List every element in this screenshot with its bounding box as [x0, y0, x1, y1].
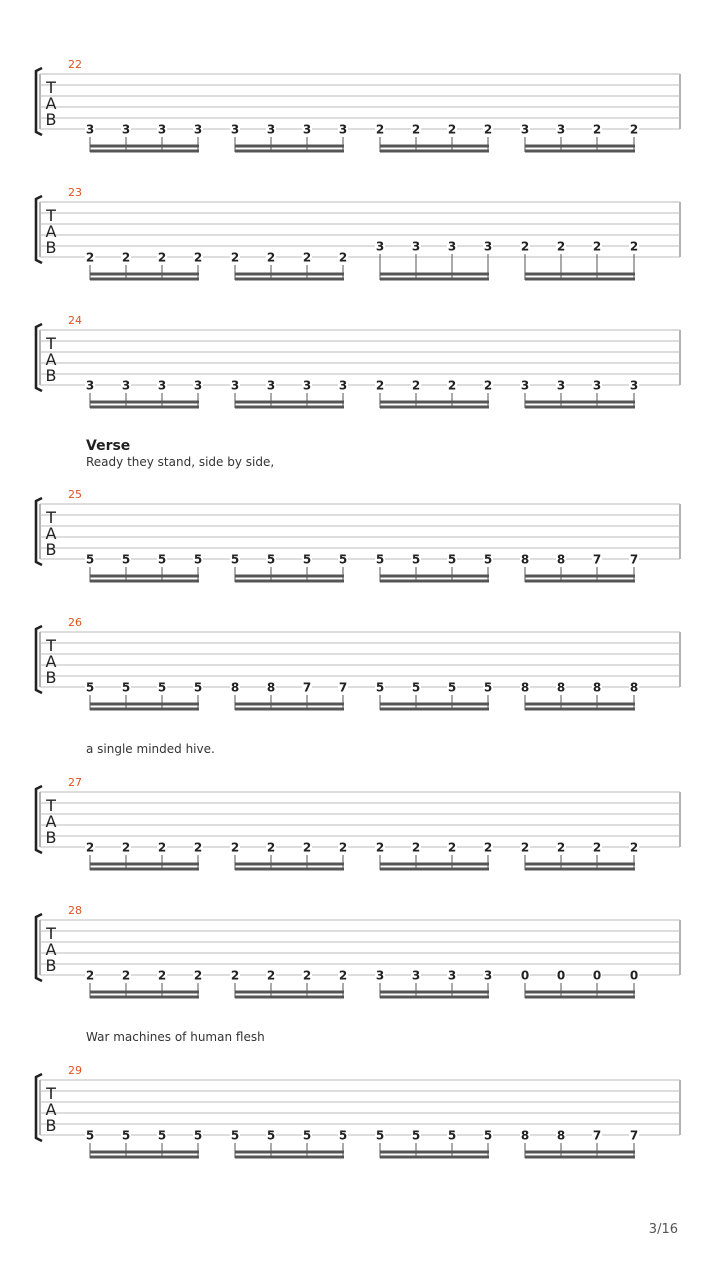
tab-clef-letter: B: [45, 366, 57, 385]
beam: [90, 273, 199, 276]
beam: [235, 1151, 344, 1154]
fret-number: 5: [85, 552, 95, 567]
beam: [235, 996, 344, 999]
fret-number: 2: [556, 840, 566, 855]
tab-system-26: [0, 616, 720, 720]
fret-number: 8: [556, 552, 566, 567]
fret-number: 2: [121, 250, 131, 265]
beam: [380, 708, 489, 711]
fret-number: 3: [483, 239, 493, 254]
fret-number: 3: [302, 122, 312, 137]
system-bracket: [36, 786, 42, 853]
tab-system-24: [0, 314, 720, 418]
fret-number: 5: [85, 1128, 95, 1143]
fret-number: 2: [157, 250, 167, 265]
fret-number: 8: [556, 1128, 566, 1143]
fret-number: 0: [629, 968, 639, 983]
fret-number: 3: [193, 378, 203, 393]
tab-system-22: [0, 58, 720, 162]
fret-number: 8: [266, 680, 276, 695]
beam: [525, 575, 635, 578]
tab-clef-letter: A: [45, 812, 57, 831]
fret-number: 3: [447, 968, 457, 983]
measure-number: 23: [68, 186, 82, 199]
fret-number: 5: [230, 1128, 240, 1143]
tab-system-23: [0, 186, 720, 290]
beam: [90, 991, 199, 994]
fret-number: 2: [85, 250, 95, 265]
fret-number: 2: [193, 968, 203, 983]
fret-number: 2: [411, 840, 421, 855]
fret-number: 7: [592, 552, 602, 567]
beam: [380, 1151, 489, 1154]
fret-number: 3: [447, 239, 457, 254]
measure-number: 28: [68, 904, 82, 917]
beam: [380, 996, 489, 999]
fret-number: 5: [411, 680, 421, 695]
beam: [90, 1156, 199, 1159]
beam: [235, 1156, 344, 1159]
measure-number: 22: [68, 58, 82, 71]
fret-number: 2: [266, 840, 276, 855]
tab-staff-svg: [0, 908, 720, 1008]
tab-system-25: [0, 488, 720, 592]
tab-clef-letter: A: [45, 94, 57, 113]
fret-number: 7: [302, 680, 312, 695]
lyric-line-2: a single minded hive.: [86, 742, 215, 756]
tab-staff-svg: [0, 318, 720, 418]
fret-number: 2: [230, 968, 240, 983]
tab-clef-letter: B: [45, 828, 57, 847]
tab-clef-letter: A: [45, 1100, 57, 1119]
beam: [90, 278, 199, 281]
system-bracket: [36, 1074, 42, 1141]
beam: [235, 145, 344, 148]
tab-clef-letter: A: [45, 350, 57, 369]
beam: [380, 145, 489, 148]
beam: [525, 273, 635, 276]
fret-number: 2: [520, 840, 530, 855]
fret-number: 3: [375, 968, 385, 983]
measure-number: 27: [68, 776, 82, 789]
fret-number: 2: [629, 840, 639, 855]
tab-clef-letter: A: [45, 524, 57, 543]
fret-number: 5: [121, 552, 131, 567]
tab-clef-letter: T: [46, 508, 56, 527]
tab-clef-letter: T: [46, 78, 56, 97]
fret-number: 5: [85, 680, 95, 695]
tab-staff-svg: [0, 620, 720, 720]
tab-clef-letter: B: [45, 956, 57, 975]
beam: [90, 703, 199, 706]
beam: [380, 1156, 489, 1159]
fret-number: 2: [629, 239, 639, 254]
beam: [525, 278, 635, 281]
fret-number: 5: [266, 1128, 276, 1143]
fret-number: 3: [193, 122, 203, 137]
system-bracket: [36, 196, 42, 263]
tab-clef-letter: B: [45, 110, 57, 129]
beam: [90, 863, 199, 866]
fret-number: 5: [266, 552, 276, 567]
beam: [525, 703, 635, 706]
tab-clef-letter: A: [45, 940, 57, 959]
beam: [235, 273, 344, 276]
tab-clef-letter: B: [45, 1116, 57, 1135]
beam: [380, 868, 489, 871]
fret-number: 2: [411, 378, 421, 393]
measure-number: 29: [68, 1064, 82, 1077]
fret-number: 2: [302, 250, 312, 265]
fret-number: 2: [230, 250, 240, 265]
beam: [525, 1151, 635, 1154]
fret-number: 2: [592, 239, 602, 254]
tab-clef-letter: B: [45, 668, 57, 687]
fret-number: 8: [629, 680, 639, 695]
system-bracket: [36, 626, 42, 693]
fret-number: 2: [193, 840, 203, 855]
fret-number: 2: [338, 968, 348, 983]
fret-number: 3: [520, 378, 530, 393]
lyric-line-3: War machines of human flesh: [86, 1030, 265, 1044]
fret-number: 5: [483, 552, 493, 567]
fret-number: 5: [375, 680, 385, 695]
beam: [525, 996, 635, 999]
fret-number: 5: [483, 1128, 493, 1143]
fret-number: 5: [193, 680, 203, 695]
fret-number: 2: [483, 378, 493, 393]
fret-number: 3: [592, 378, 602, 393]
fret-number: 8: [520, 680, 530, 695]
fret-number: 2: [375, 122, 385, 137]
fret-number: 5: [338, 552, 348, 567]
fret-number: 5: [483, 680, 493, 695]
page-number: 3/16: [648, 1222, 678, 1237]
fret-number: 2: [483, 840, 493, 855]
fret-number: 2: [157, 840, 167, 855]
fret-number: 2: [338, 250, 348, 265]
tab-system-29: [0, 1064, 720, 1168]
fret-number: 7: [338, 680, 348, 695]
beam: [235, 575, 344, 578]
fret-number: 8: [520, 552, 530, 567]
fret-number: 5: [302, 1128, 312, 1143]
beam: [380, 580, 489, 583]
fret-number: 7: [629, 1128, 639, 1143]
fret-number: 2: [375, 840, 385, 855]
tab-clef-letter: A: [45, 222, 57, 241]
fret-number: 2: [85, 968, 95, 983]
fret-number: 2: [447, 840, 457, 855]
tab-clef-letter: A: [45, 652, 57, 671]
beam: [235, 991, 344, 994]
fret-number: 5: [157, 680, 167, 695]
fret-number: 3: [266, 378, 276, 393]
fret-number: 5: [411, 552, 421, 567]
beam: [235, 703, 344, 706]
beam: [90, 145, 199, 148]
beam: [380, 863, 489, 866]
fret-number: 5: [447, 680, 457, 695]
fret-number: 3: [338, 378, 348, 393]
beam: [90, 1151, 199, 1154]
tab-staff-svg: [0, 62, 720, 162]
beam: [235, 278, 344, 281]
fret-number: 3: [375, 239, 385, 254]
fret-number: 8: [520, 1128, 530, 1143]
fret-number: 5: [121, 680, 131, 695]
tab-staff-svg: [0, 780, 720, 880]
fret-number: 2: [157, 968, 167, 983]
tab-staff-svg: [0, 1068, 720, 1168]
beam: [90, 406, 199, 409]
fret-number: 2: [266, 250, 276, 265]
fret-number: 5: [157, 552, 167, 567]
tab-clef-letter: T: [46, 1084, 56, 1103]
fret-number: 3: [157, 378, 167, 393]
beam: [90, 401, 199, 404]
beam: [90, 575, 199, 578]
fret-number: 3: [230, 122, 240, 137]
fret-number: 2: [556, 239, 566, 254]
fret-number: 3: [157, 122, 167, 137]
fret-number: 2: [121, 840, 131, 855]
fret-number: 2: [266, 968, 276, 983]
fret-number: 3: [85, 378, 95, 393]
fret-number: 8: [592, 680, 602, 695]
tab-staff-svg: [0, 190, 720, 290]
fret-number: 2: [629, 122, 639, 137]
fret-number: 0: [592, 968, 602, 983]
beam: [90, 150, 199, 153]
fret-number: 8: [230, 680, 240, 695]
beam: [525, 991, 635, 994]
beam: [525, 401, 635, 404]
beam: [235, 868, 344, 871]
fret-number: 2: [447, 122, 457, 137]
fret-number: 2: [338, 840, 348, 855]
fret-number: 5: [193, 552, 203, 567]
fret-number: 3: [338, 122, 348, 137]
beam: [380, 278, 489, 281]
beam: [235, 406, 344, 409]
system-bracket: [36, 68, 42, 135]
fret-number: 5: [375, 552, 385, 567]
beam: [380, 273, 489, 276]
beam: [525, 708, 635, 711]
fret-number: 5: [302, 552, 312, 567]
fret-number: 3: [556, 122, 566, 137]
beam: [235, 580, 344, 583]
tab-system-27: [0, 776, 720, 880]
fret-number: 3: [230, 378, 240, 393]
fret-number: 2: [592, 122, 602, 137]
fret-number: 3: [629, 378, 639, 393]
fret-number: 5: [230, 552, 240, 567]
fret-number: 3: [411, 239, 421, 254]
beam: [380, 703, 489, 706]
beam: [90, 996, 199, 999]
system-bracket: [36, 324, 42, 391]
tab-clef-letter: T: [46, 206, 56, 225]
beam: [525, 1156, 635, 1159]
beam: [525, 580, 635, 583]
fret-number: 3: [266, 122, 276, 137]
beam: [90, 580, 199, 583]
fret-number: 2: [193, 250, 203, 265]
system-bracket: [36, 914, 42, 981]
lyric-line-1: Ready they stand, side by side,: [86, 455, 275, 469]
fret-number: 5: [193, 1128, 203, 1143]
tab-clef-letter: T: [46, 636, 56, 655]
fret-number: 3: [556, 378, 566, 393]
tab-clef-letter: T: [46, 924, 56, 943]
fret-number: 2: [230, 840, 240, 855]
beam: [380, 401, 489, 404]
beam: [525, 406, 635, 409]
fret-number: 3: [121, 378, 131, 393]
tab-clef-letter: B: [45, 540, 57, 559]
fret-number: 3: [411, 968, 421, 983]
fret-number: 2: [302, 840, 312, 855]
fret-number: 5: [447, 552, 457, 567]
fret-number: 0: [556, 968, 566, 983]
fret-number: 2: [121, 968, 131, 983]
fret-number: 3: [520, 122, 530, 137]
system-bracket: [36, 498, 42, 565]
fret-number: 3: [85, 122, 95, 137]
fret-number: 7: [592, 1128, 602, 1143]
fret-number: 3: [302, 378, 312, 393]
fret-number: 5: [375, 1128, 385, 1143]
tab-clef-letter: T: [46, 334, 56, 353]
fret-number: 5: [338, 1128, 348, 1143]
measure-number: 25: [68, 488, 82, 501]
beam: [525, 863, 635, 866]
beam: [235, 150, 344, 153]
beam: [380, 991, 489, 994]
beam: [380, 150, 489, 153]
measure-number: 26: [68, 616, 82, 629]
beam: [380, 575, 489, 578]
fret-number: 2: [447, 378, 457, 393]
fret-number: 2: [85, 840, 95, 855]
tab-clef-letter: B: [45, 238, 57, 257]
fret-number: 5: [157, 1128, 167, 1143]
beam: [525, 145, 635, 148]
fret-number: 2: [483, 122, 493, 137]
beam: [90, 868, 199, 871]
beam: [235, 708, 344, 711]
fret-number: 2: [375, 378, 385, 393]
fret-number: 5: [447, 1128, 457, 1143]
fret-number: 2: [520, 239, 530, 254]
beam: [90, 708, 199, 711]
fret-number: 2: [592, 840, 602, 855]
fret-number: 0: [520, 968, 530, 983]
fret-number: 3: [121, 122, 131, 137]
measure-number: 24: [68, 314, 82, 327]
fret-number: 5: [121, 1128, 131, 1143]
beam: [235, 863, 344, 866]
tab-system-28: [0, 904, 720, 1008]
beam: [235, 401, 344, 404]
fret-number: 2: [411, 122, 421, 137]
fret-number: 2: [302, 968, 312, 983]
section-label-verse: Verse: [86, 438, 131, 454]
fret-number: 5: [411, 1128, 421, 1143]
fret-number: 7: [629, 552, 639, 567]
fret-number: 8: [556, 680, 566, 695]
beam: [525, 868, 635, 871]
beam: [380, 406, 489, 409]
fret-number: 3: [483, 968, 493, 983]
tab-clef-letter: T: [46, 796, 56, 815]
tab-staff-svg: [0, 492, 720, 592]
beam: [525, 150, 635, 153]
